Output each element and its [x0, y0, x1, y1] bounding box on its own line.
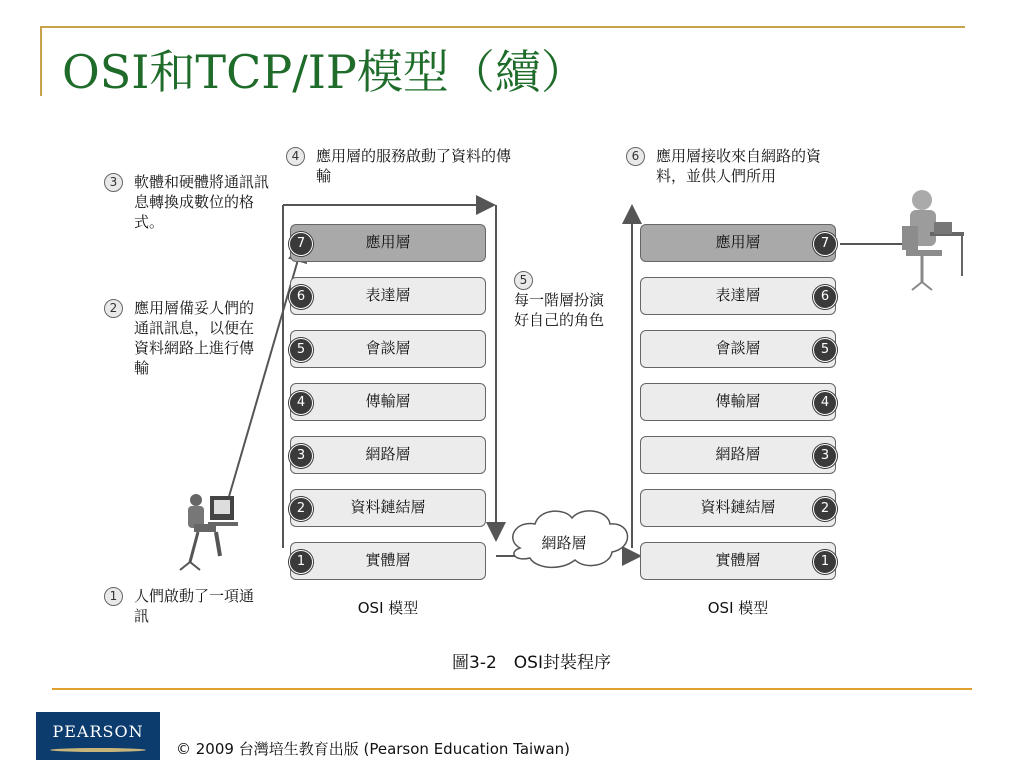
layer-3-network: [640, 436, 836, 474]
layer-2-datalink: [290, 489, 486, 527]
person-at-computer-left: [180, 494, 238, 570]
layer-6-presentation: [290, 277, 486, 315]
logo-swoosh: [50, 748, 146, 752]
layer-5-session: [640, 330, 836, 368]
layer-label: 資料鏈結層: [700, 498, 776, 516]
layer-label: 表達層: [715, 286, 761, 304]
layer-label: 傳輸層: [715, 392, 761, 410]
note-number-badge: 4: [286, 147, 305, 166]
note-text: 應用層接收來自網路的資料，並供人們所用: [656, 147, 822, 185]
layer-label: 實體層: [365, 551, 411, 569]
note-2: [104, 298, 268, 378]
note-text: 軟體和硬體將通訊訊息轉換成數位的格式。: [134, 173, 270, 231]
layer-label: 會談層: [715, 339, 761, 357]
layer-label: 資料鏈結層: [350, 498, 426, 516]
layer-number-badge: 3: [813, 444, 837, 468]
layer-label: 傳輸層: [365, 392, 411, 410]
layer-label: 網路層: [715, 445, 761, 463]
note-6: [626, 146, 828, 186]
layer-number-badge: 7: [289, 232, 313, 256]
note-4: [286, 146, 521, 186]
layer-2-datalink: [640, 489, 836, 527]
layer-label: 網路層: [365, 445, 411, 463]
note-3: [104, 172, 274, 232]
copyright-text: © 2009 台灣培生教育出版 (Pearson Education Taiwan): [176, 740, 570, 758]
layer-5-session: [290, 330, 486, 368]
note-number-badge: 1: [104, 587, 123, 606]
layer-7-application: [290, 224, 486, 262]
note-text: 應用層備妥人們的通訊訊息，以便在資料網路上進行傳輸: [134, 299, 255, 377]
layer-number-badge: 3: [289, 444, 313, 468]
pearson-logo: [36, 712, 160, 760]
layer-label: 會談層: [365, 339, 411, 357]
note-text: 每一階層扮演好自己的角色: [514, 291, 605, 329]
layer-number-badge: 1: [289, 550, 313, 574]
layer-number-badge: 1: [813, 550, 837, 574]
layer-number-badge: 7: [813, 232, 837, 256]
layer-number-badge: 4: [813, 391, 837, 415]
layer-3-network: [290, 436, 486, 474]
note-number-badge: 2: [104, 299, 123, 318]
osi-model-label-right: OSI 模型: [707, 599, 769, 617]
layer-label: 實體層: [715, 551, 761, 569]
cloud-label: 網路層: [541, 534, 587, 552]
layer-label: 表達層: [365, 286, 411, 304]
layer-7-application: [640, 224, 836, 262]
layer-4-transport: [290, 383, 486, 421]
note-number-badge: 6: [626, 147, 645, 166]
osi-model-label-left: OSI 模型: [357, 599, 419, 617]
note-text: 人們啟動了一項通訊: [134, 587, 255, 625]
note-5: [514, 270, 614, 330]
layer-label: 應用層: [365, 233, 411, 251]
layer-label: 應用層: [715, 233, 761, 251]
layer-number-badge: 5: [813, 338, 837, 362]
layer-1-physical: [290, 542, 486, 580]
layer-4-transport: [640, 383, 836, 421]
note-number-badge: 5: [514, 271, 533, 290]
person-at-computer-right: [902, 190, 964, 290]
bottom-rule: [52, 688, 972, 690]
slide-title: OSI和TCP/IP模型（續）: [62, 45, 587, 99]
pearson-logo-text: PEARSON: [52, 722, 144, 741]
layer-number-badge: 4: [289, 391, 313, 415]
note-1: [104, 586, 268, 626]
layer-number-badge: 6: [289, 285, 313, 309]
figure-caption: 圖3-2 OSI封裝程序: [452, 653, 611, 673]
layer-number-badge: 6: [813, 285, 837, 309]
layer-number-badge: 2: [289, 497, 313, 521]
layer-1-physical: [640, 542, 836, 580]
layer-6-presentation: [640, 277, 836, 315]
layer-number-badge: 5: [289, 338, 313, 362]
note-number-badge: 3: [104, 173, 123, 192]
layer-number-badge: 2: [813, 497, 837, 521]
note-text: 應用層的服務啟動了資料的傳輸: [316, 147, 512, 185]
